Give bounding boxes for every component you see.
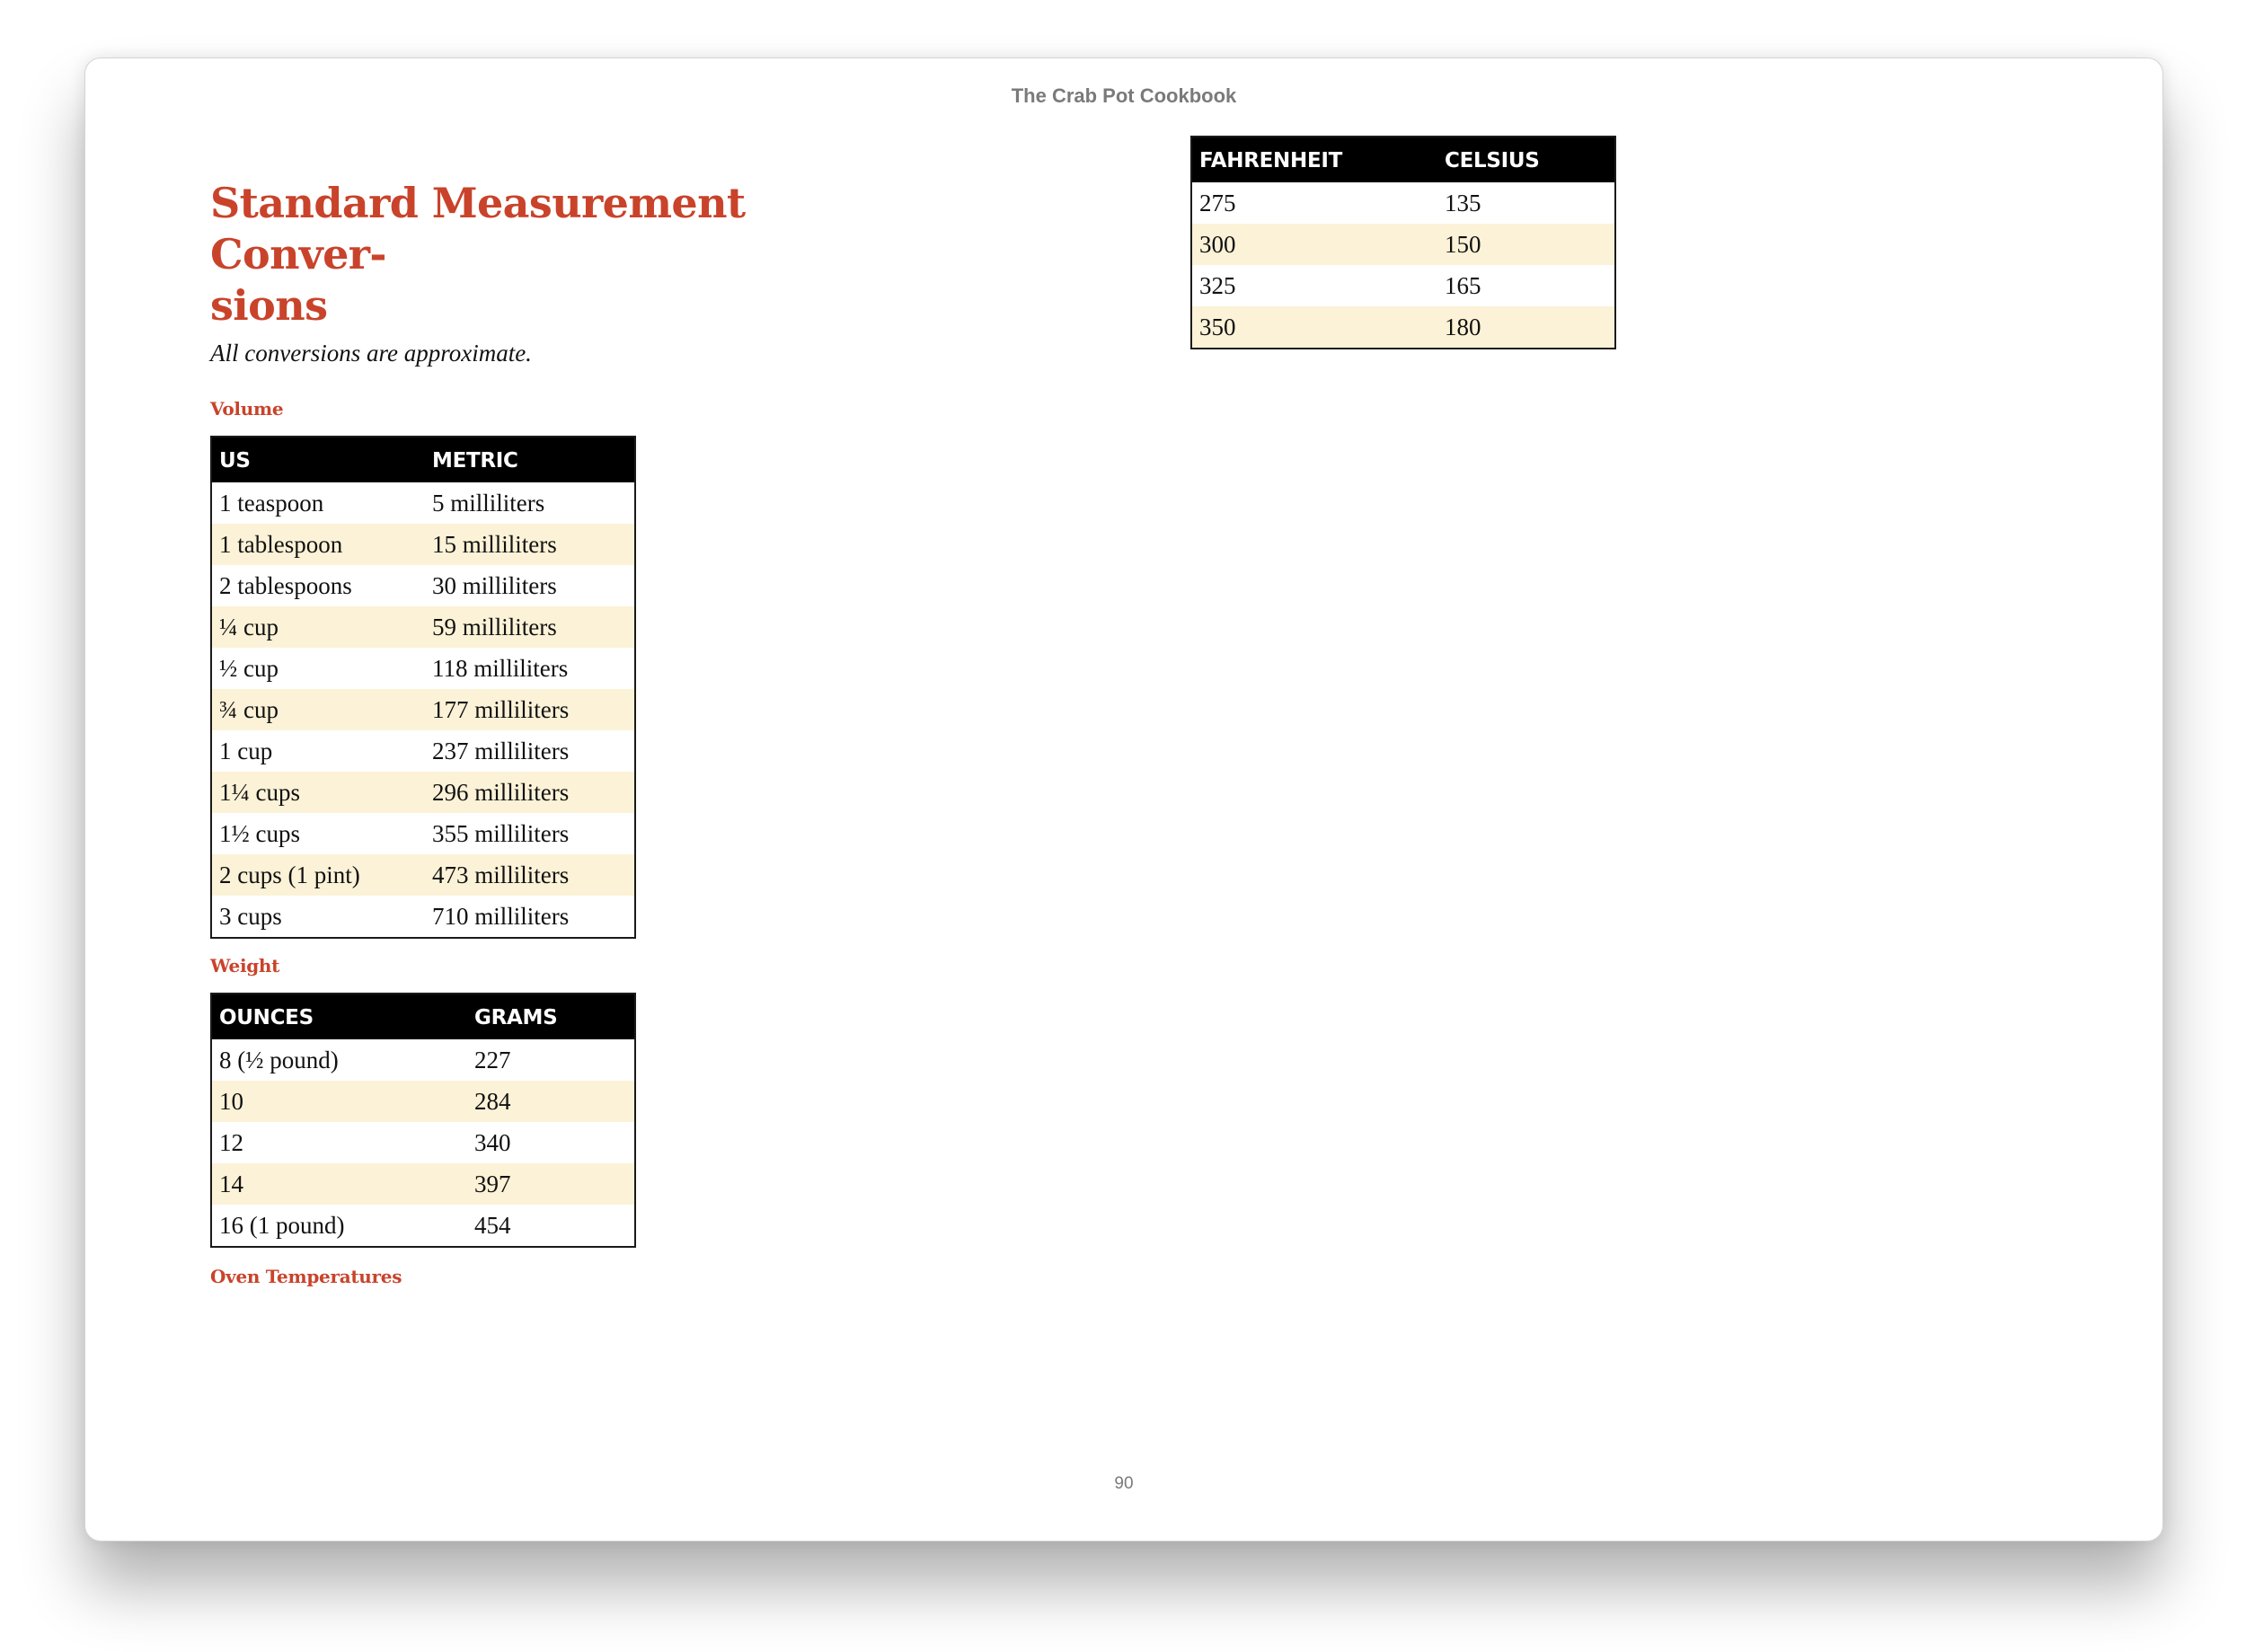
volume-row: [211, 565, 635, 606]
table-cell: 397: [467, 1163, 635, 1205]
weight-row: [211, 1205, 635, 1247]
weight-row: [211, 1163, 635, 1205]
table-cell: 1 cup: [219, 737, 273, 764]
oven-row: [1191, 306, 1615, 349]
table-cell: 296 milliliters: [425, 772, 635, 813]
table-cell: 12: [219, 1128, 243, 1156]
column-header-metric: METRIC: [425, 437, 635, 482]
table-cell: 340: [474, 1128, 511, 1156]
table-cell: 15 milliliters: [425, 524, 635, 565]
oven-row: [1191, 224, 1615, 265]
volume-row: [211, 648, 635, 689]
column-header-fahrenheit: FAHRENHEIT: [1191, 137, 1437, 182]
weight-row: [211, 1081, 635, 1122]
book-title: The Crab Pot Cookbook: [1011, 84, 1237, 107]
table-cell: 150: [1437, 224, 1615, 265]
table-cell: 10: [211, 1081, 467, 1122]
volume-row: [211, 896, 635, 938]
table-cell: 14: [211, 1163, 467, 1205]
table-cell: ¾ cup: [211, 689, 425, 730]
table-cell: 275: [1199, 189, 1236, 216]
oven-row: [1191, 182, 1615, 224]
volume-row: [211, 813, 635, 854]
table-cell: 3 cups: [219, 902, 282, 930]
weight-row: [211, 1122, 635, 1163]
oven-table-header: [1191, 137, 1615, 182]
table-cell: 30 milliliters: [432, 571, 557, 599]
column-header-celsius: CELSIUS: [1437, 137, 1615, 182]
table-cell: 165: [1445, 271, 1481, 299]
table-cell: ½ cup: [219, 654, 279, 682]
weight-row: [211, 1039, 635, 1081]
volume-row: [211, 606, 635, 648]
table-cell: 473 milliliters: [425, 854, 635, 896]
table-cell: 227: [474, 1046, 511, 1073]
volume-row: [211, 524, 635, 565]
column-header-us: US: [211, 437, 425, 482]
table-cell: 1¼ cups: [211, 772, 425, 813]
table-cell: 2 cups (1 pint): [211, 854, 425, 896]
table-cell: 177 milliliters: [425, 689, 635, 730]
table-cell: 454: [474, 1211, 511, 1239]
table-cell: 300: [1191, 224, 1437, 265]
table-cell: 1 teaspoon: [219, 489, 324, 517]
table-cell: 5 milliliters: [432, 489, 545, 517]
section-label-oven-temperatures: Oven Temperatures: [210, 1266, 402, 1287]
table-cell: ¼ cup: [211, 606, 425, 648]
column-header-ounces: OUNCES: [211, 994, 467, 1039]
table-cell: 59 milliliters: [425, 606, 635, 648]
table-cell: 8 (½ pound): [219, 1046, 339, 1073]
table-cell: 2 tablespoons: [219, 571, 352, 599]
table-cell: 350: [1191, 306, 1437, 349]
volume-row: [211, 689, 635, 730]
section-label-weight: Weight: [210, 955, 280, 976]
table-cell: 710 milliliters: [432, 902, 570, 930]
table-cell: 180: [1437, 306, 1615, 349]
weight-table: [210, 993, 636, 1248]
volume-row: [211, 854, 635, 896]
page-title-line-2: sions: [210, 281, 328, 330]
section-label-volume: Volume: [210, 398, 284, 420]
weight-table-header: [211, 994, 635, 1039]
page-title: [210, 178, 893, 331]
volume-row: [211, 772, 635, 813]
table-cell: 325: [1199, 271, 1236, 299]
book-page-window: [84, 57, 2163, 1542]
intro-note: All conversions are approximate.: [210, 340, 532, 367]
table-cell: 284: [467, 1081, 635, 1122]
page-title-line-1: Standard Measurement Conver-: [210, 179, 746, 278]
table-cell: 1½ cups: [219, 819, 300, 847]
table-cell: 237 milliliters: [432, 737, 570, 764]
column-header-grams: GRAMS: [467, 994, 635, 1039]
page-number: 90: [1114, 1474, 1134, 1493]
table-cell: 16 (1 pound): [219, 1211, 345, 1239]
volume-row: [211, 730, 635, 772]
oven-row: [1191, 265, 1615, 306]
table-cell: 118 milliliters: [432, 654, 569, 682]
volume-row: [211, 482, 635, 524]
table-cell: 135: [1445, 189, 1481, 216]
table-cell: 355 milliliters: [432, 819, 570, 847]
table-cell: 1 tablespoon: [211, 524, 425, 565]
volume-table-header: [211, 437, 635, 482]
oven-temperature-table: [1190, 136, 1616, 349]
volume-table: [210, 436, 636, 939]
